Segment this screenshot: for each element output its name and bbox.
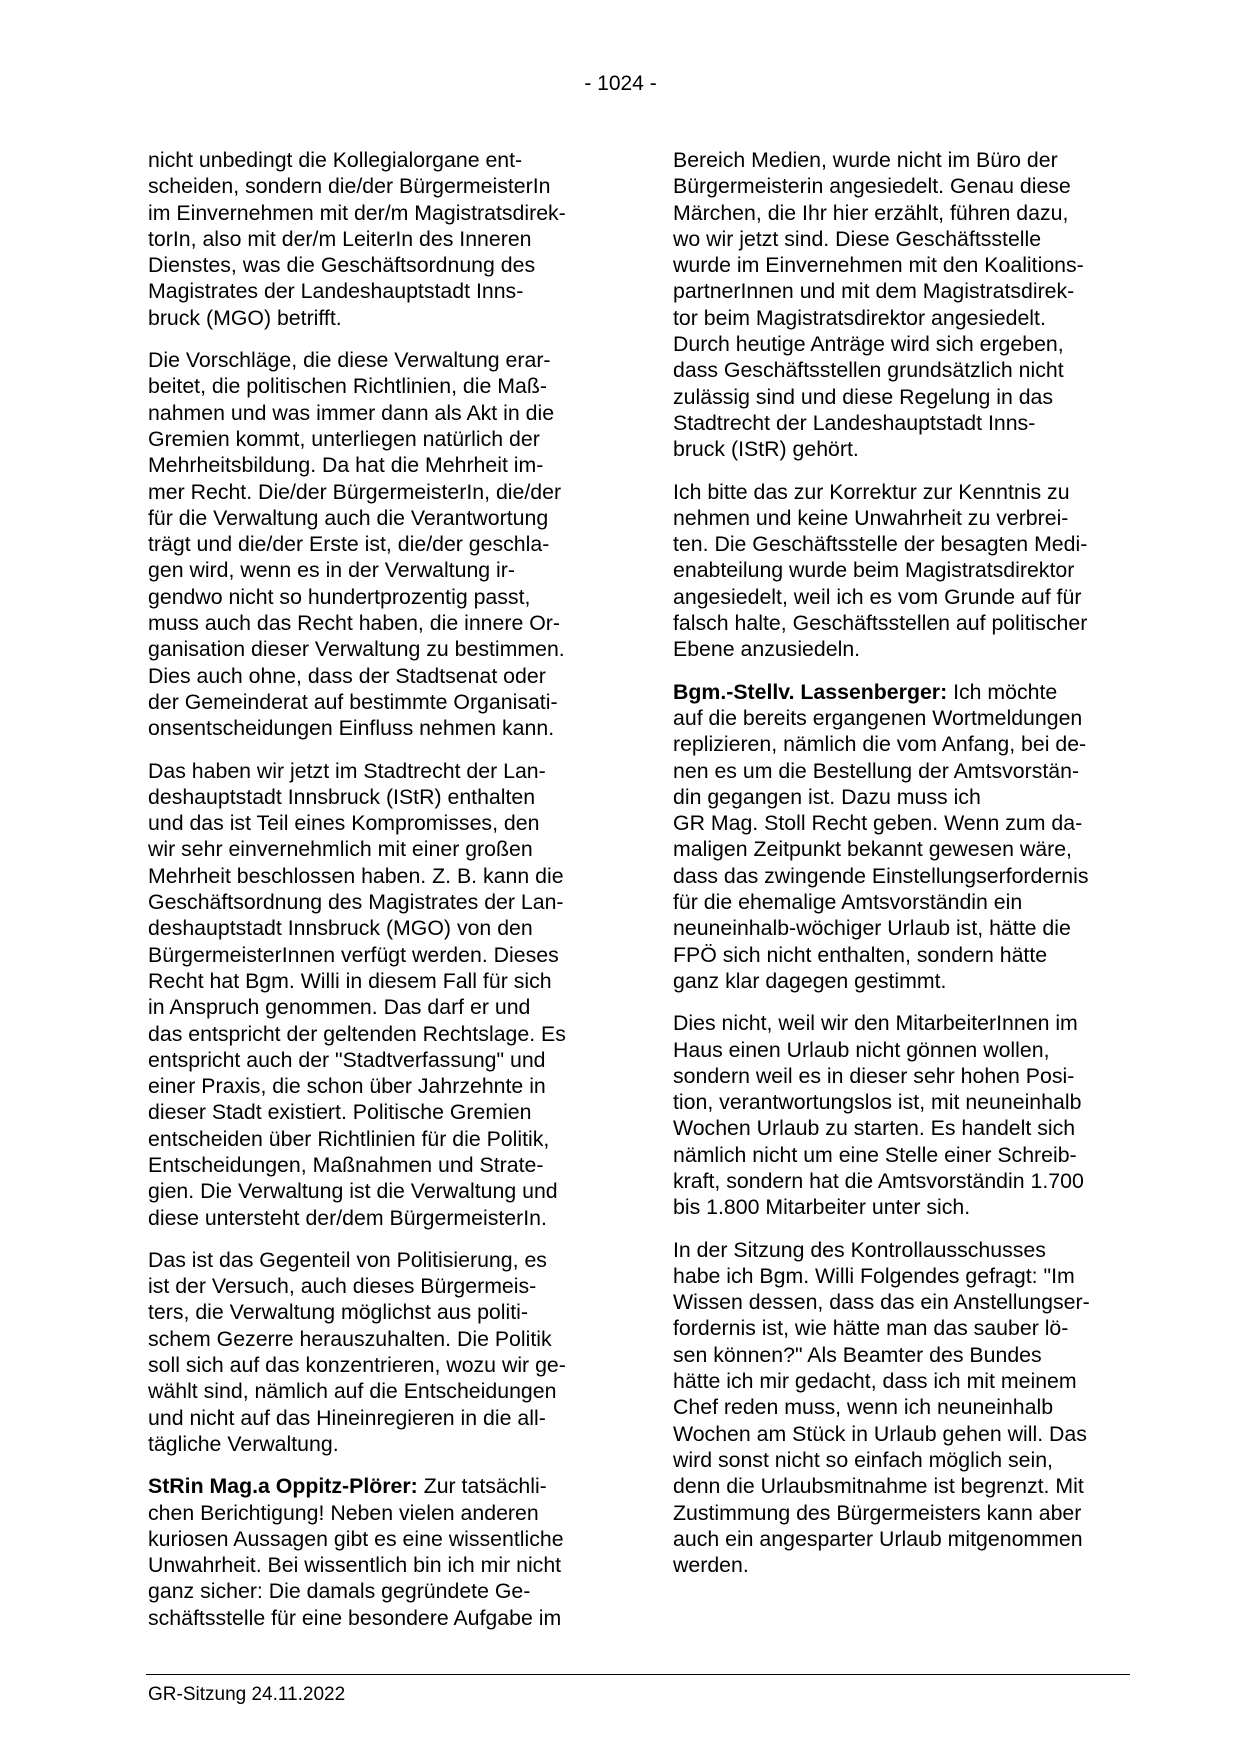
text-line: tor beim Magistratsdirektor angesiedelt. bbox=[673, 305, 1046, 330]
text-line: Märchen, die Ihr hier erzählt, führen dazu, bbox=[673, 200, 1069, 225]
text-line: Dienstes, was die Geschäftsordnung des bbox=[148, 253, 536, 278]
text-line: maligen Zeitpunkt bekannt gewesen wäre, bbox=[673, 837, 1072, 862]
text-line: gendwo nicht so hundertprozentig passt, bbox=[148, 584, 531, 609]
text-line: deshauptstadt Innsbruck (MGO) von den bbox=[148, 916, 533, 941]
speaker-line-text: Ich möchte bbox=[947, 679, 1058, 704]
left-column bbox=[148, 147, 608, 1647]
text-line: Magistrates der Landeshauptstadt Inns- bbox=[148, 279, 524, 304]
text-line: Wissen dessen, dass das ein Anstellungser- bbox=[673, 1290, 1090, 1315]
text-line: einer Praxis, die schon über Jahrzehnte in bbox=[148, 1074, 546, 1099]
text-line: nen es um die Bestellung der Amtsvorstän- bbox=[673, 758, 1080, 783]
text-line: Gremien kommt, unterliegen natürlich der bbox=[148, 426, 540, 451]
text-line: nicht unbedingt die Kollegialorgane ent- bbox=[148, 148, 523, 172]
speaker-name: Bgm.-Stellv. Lassenberger: bbox=[673, 679, 948, 704]
text-line: Zustimmung des Bürgermeisters kann aber bbox=[673, 1500, 1082, 1525]
text-line: BürgermeisterInnen verfügt werden. Dieses bbox=[148, 942, 559, 967]
text-line: mer Recht. Die/der BürgermeisterIn, die/der bbox=[148, 479, 562, 504]
text-line: onsentscheidungen Einfluss nehmen kann. bbox=[148, 716, 555, 741]
paragraph bbox=[148, 347, 608, 741]
paragraph bbox=[148, 147, 608, 331]
text-line: gen wird, wenn es in der Verwaltung ir- bbox=[148, 558, 515, 583]
text-line: dass das zwingende Einstellungserfordernis bbox=[673, 863, 1089, 888]
text-line: deshauptstadt Innsbruck (IStR) enthalten bbox=[148, 784, 536, 809]
text-line: und nicht auf das Hineinregieren in die all- bbox=[148, 1405, 546, 1430]
text-line: kuriosen Aussagen gibt es eine wissentliche bbox=[148, 1526, 564, 1551]
text-line: Das haben wir jetzt im Stadtrecht der Lan- bbox=[148, 758, 546, 783]
text-line: entscheiden über Richtlinien für die Politik, bbox=[148, 1126, 550, 1151]
text-line: schäftsstelle für eine besondere Aufgabe im bbox=[148, 1605, 562, 1630]
text-line: gien. Die Verwaltung ist die Verwaltung und bbox=[148, 1179, 558, 1204]
paragraph bbox=[673, 147, 1133, 463]
right-column bbox=[673, 147, 1133, 1594]
text-line: falsch halte, Geschäftsstellen auf politischer bbox=[673, 611, 1088, 636]
text-line: scheiden, sondern die/der BürgermeisterIn bbox=[148, 174, 551, 199]
text-line: Chef reden muss, wenn ich neuneinhalb bbox=[673, 1395, 1054, 1420]
text-line: tion, verantwortungslos ist, mit neuneinhalb bbox=[673, 1090, 1082, 1115]
text-line: im Einvernehmen mit der/m Magistratsdirek- bbox=[148, 200, 566, 225]
text-line: Mehrheit beschlossen haben. Z. B. kann die bbox=[148, 863, 564, 888]
text-line: beitet, die politischen Richtlinien, die Maß- bbox=[148, 374, 547, 399]
text-line: Dies auch ohne, dass der Stadtsenat oder bbox=[148, 663, 546, 688]
text-line: schem Gezerre herauszuhalten. Die Politik bbox=[148, 1326, 552, 1351]
text-line: Mehrheitsbildung. Da hat die Mehrheit im- bbox=[148, 453, 544, 478]
text-line: replizieren, nämlich die vom Anfang, bei de- bbox=[673, 732, 1087, 757]
text-line: der Gemeinderat auf bestimmte Organisati- bbox=[148, 689, 558, 714]
text-line: für die ehemalige Amtsvorständin ein bbox=[673, 890, 1023, 915]
text-line: Das ist das Gegenteil von Politisierung, es bbox=[148, 1247, 547, 1272]
text-line: Dies nicht, weil wir den MitarbeiterInnen im bbox=[673, 1011, 1078, 1036]
paragraph bbox=[673, 1237, 1133, 1579]
text-line: auf die bereits ergangenen Wortmeldungen bbox=[673, 705, 1083, 730]
text-line: kraft, sondern hat die Amtsvorständin 1.700 bbox=[673, 1168, 1084, 1193]
text-line: din gegangen ist. Dazu muss ich bbox=[673, 784, 981, 809]
text-line: Recht hat Bgm. Willi in diesem Fall für sich bbox=[148, 968, 552, 993]
text-line: Geschäftsordnung des Magistrates der Lan- bbox=[148, 890, 564, 915]
page-number: - 1024 - bbox=[584, 72, 657, 95]
text-line: diese untersteht der/dem BürgermeisterIn. bbox=[148, 1205, 547, 1230]
text-line: entspricht auch der "Stadtverfassung" und bbox=[148, 1047, 546, 1072]
text-line: wird sonst nicht so einfach möglich sein, bbox=[673, 1447, 1053, 1472]
text-line: zulässig sind und diese Regelung in das bbox=[673, 384, 1054, 409]
text-line: bruck (MGO) betrifft. bbox=[148, 305, 342, 330]
paragraph bbox=[673, 479, 1133, 663]
text-line: Wochen am Stück in Urlaub gehen will. Das bbox=[673, 1421, 1087, 1446]
text-line: Unwahrheit. Bei wissentlich bin ich mir nicht bbox=[148, 1553, 562, 1578]
text-line: tägliche Verwaltung. bbox=[148, 1431, 339, 1456]
text-line: Stadtrecht der Landeshauptstadt Inns- bbox=[673, 410, 1036, 435]
text-line: enabteilung wurde beim Magistratsdirektor bbox=[673, 558, 1075, 583]
paragraph bbox=[148, 758, 608, 1231]
text-line: auch ein angesparter Urlaub mitgenommen bbox=[673, 1526, 1083, 1551]
text-line: für die Verwaltung auch die Verantwortung bbox=[148, 505, 549, 530]
text-line: chen Berichtigung! Neben vielen anderen bbox=[148, 1500, 539, 1525]
text-line: Haus einen Urlaub nicht gönnen wollen, bbox=[673, 1037, 1050, 1062]
paragraph bbox=[148, 1247, 608, 1457]
text-line: ganisation dieser Verwaltung zu bestimmen. bbox=[148, 637, 565, 662]
text-line: das entspricht der geltenden Rechtslage. Es bbox=[148, 1021, 566, 1046]
text-line: muss auch das Recht haben, die innere Or- bbox=[148, 611, 560, 636]
text-line: sondern weil es in dieser sehr hohen Posi- bbox=[673, 1063, 1075, 1088]
text-line: in Anspruch genommen. Das darf er und bbox=[148, 995, 531, 1020]
text-line: soll sich auf das konzentrieren, wozu wir ge- bbox=[148, 1353, 566, 1378]
speaker-line bbox=[673, 679, 1133, 705]
text-line: werden. bbox=[673, 1553, 749, 1578]
text-line: ters, die Verwaltung möglichst aus politi- bbox=[148, 1300, 528, 1325]
text-line: neuneinhalb-wöchiger Urlaub ist, hätte die bbox=[673, 916, 1071, 941]
text-line: wählt sind, nämlich auf die Entscheidungen bbox=[148, 1379, 557, 1404]
text-line: Ich bitte das zur Korrektur zur Kenntnis zu bbox=[673, 479, 1070, 504]
footer-session-date: GR-Sitzung 24.11.2022 bbox=[148, 1684, 346, 1705]
text-line: torIn, also mit der/m LeiterIn des Inneren bbox=[148, 226, 532, 251]
text-line: hätte ich mir gedacht, dass ich mit meinem bbox=[673, 1369, 1077, 1394]
text-line: ten. Die Geschäftsstelle der besagten Medi- bbox=[673, 532, 1088, 557]
speaker-paragraph bbox=[148, 1473, 608, 1631]
text-line: In der Sitzung des Kontrollausschusses bbox=[673, 1237, 1046, 1262]
text-line: denn die Urlaubsmitnahme ist begrenzt. Mit bbox=[673, 1474, 1084, 1499]
text-line: wo wir jetzt sind. Diese Geschäftsstelle bbox=[673, 226, 1042, 251]
text-line: dieser Stadt existiert. Politische Gremien bbox=[148, 1100, 532, 1125]
text-line: ganz klar dagegen gestimmt. bbox=[673, 968, 947, 993]
text-line: Ebene anzusiedeln. bbox=[673, 637, 861, 662]
text-line: bis 1.800 Mitarbeiter unter sich. bbox=[673, 1195, 971, 1220]
footer-rule bbox=[146, 1674, 1130, 1675]
text-line: Wochen Urlaub zu starten. Es handelt sich bbox=[673, 1116, 1076, 1141]
text-line: trägt und die/der Erste ist, die/der geschla- bbox=[148, 532, 550, 557]
text-line: wir sehr einvernehmlich mit einer großen bbox=[148, 837, 533, 862]
speaker-paragraph bbox=[673, 679, 1133, 995]
speaker-line-text: Zur tatsächli- bbox=[417, 1474, 547, 1499]
text-line: FPÖ sich nicht enthalten, sondern hätte bbox=[673, 942, 1048, 967]
text-line: habe ich Bgm. Willi Folgendes gefragt: "Im bbox=[673, 1263, 1075, 1288]
text-line: GR Mag. Stoll Recht geben. Wenn zum da- bbox=[673, 811, 1083, 836]
text-line: nehmen und keine Unwahrheit zu verbrei- bbox=[673, 505, 1069, 530]
text-line: sen können?" Als Beamter des Bundes bbox=[673, 1342, 1042, 1367]
text-line: Entscheidungen, Maßnahmen und Strate- bbox=[148, 1152, 544, 1177]
text-line: bruck (IStR) gehört. bbox=[673, 437, 859, 462]
text-line: Bereich Medien, wurde nicht im Büro der bbox=[673, 148, 1058, 172]
paragraph bbox=[673, 1010, 1133, 1220]
text-line: dass Geschäftsstellen grundsätzlich nicht bbox=[673, 358, 1064, 383]
speaker-name: StRin Mag.a Oppitz-Plörer: bbox=[148, 1474, 418, 1499]
text-line: nämlich nicht um eine Stelle einer Schreib- bbox=[673, 1142, 1077, 1167]
text-line: Durch heutige Anträge wird sich ergeben, bbox=[673, 332, 1064, 357]
text-line: ist der Versuch, auch dieses Bürgermeis- bbox=[148, 1274, 537, 1299]
text-line: Die Vorschläge, die diese Verwaltung erar- bbox=[148, 348, 551, 373]
speaker-line bbox=[148, 1473, 608, 1499]
text-line: ganz sicher: Die damals gegründete Ge- bbox=[148, 1579, 531, 1604]
text-line: wurde im Einvernehmen mit den Koalitions- bbox=[673, 253, 1084, 278]
text-line: angesiedelt, weil ich es vom Grunde auf für bbox=[673, 584, 1082, 609]
text-line: Bürgermeisterin angesiedelt. Genau diese bbox=[673, 174, 1071, 199]
text-line: und das ist Teil eines Kompromisses, den bbox=[148, 811, 540, 836]
text-line: partnerInnen und mit dem Magistratsdirek- bbox=[673, 279, 1075, 304]
text-line: fordernis ist, wie hätte man das sauber lö- bbox=[673, 1316, 1069, 1341]
text-line: nahmen und was immer dann als Akt in die bbox=[148, 400, 555, 425]
